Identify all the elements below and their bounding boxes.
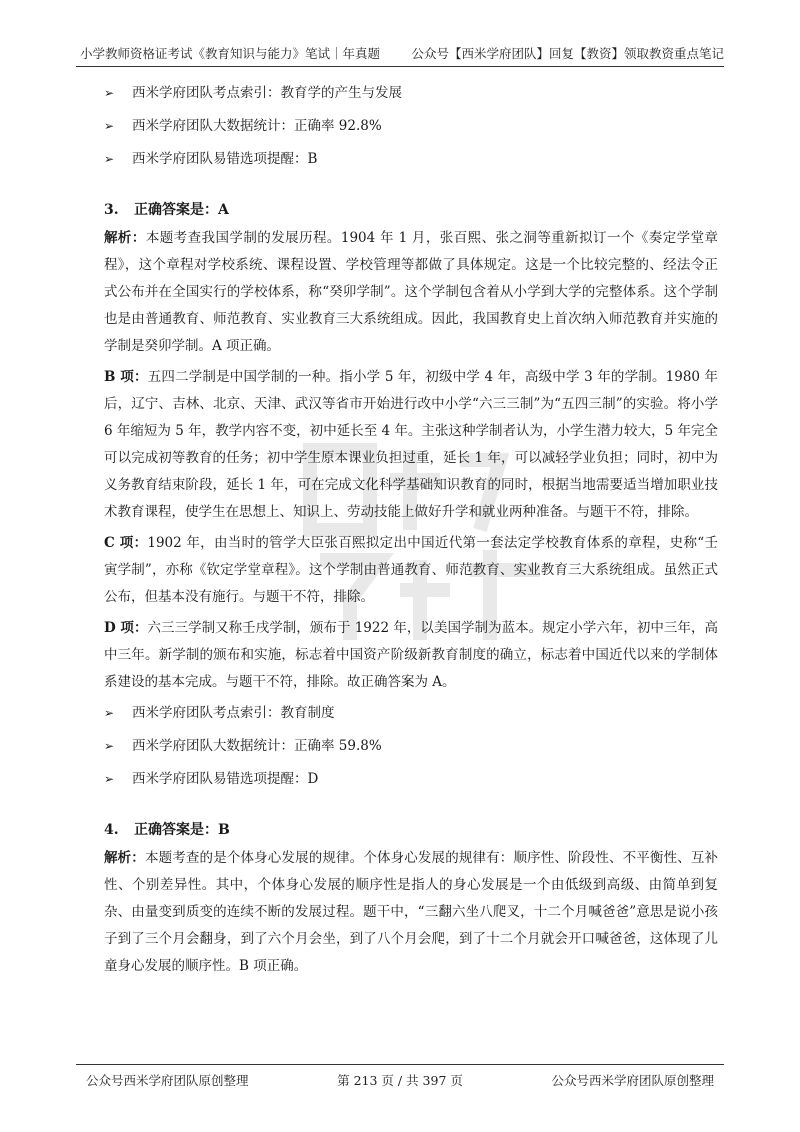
analysis-text: 本题考查的是个体身心发展的规律。个体身心发展的规律有：顺序性、阶段性、不平衡性、互补性、个别差异性。其中，个体身心发展的顺序性是指人的身心发展是一个由低级到高级、由简单到复杂、由量变到质变的连续不断的发展过程。题干中，“三翻六坐八爬叉，十二个月喊爸爸”意思是说小孩子到了三个月会翻身，到了六个月会坐，到了八个月会爬，到了十二个月就会开口喊爸爸，这体现了儿童身心发展的顺序性。B 项正确。 bbox=[104, 850, 719, 974]
page-header bbox=[76, 40, 724, 67]
analysis-text: 本题考查我国学制的发展历程。1904 年 1 月，张百熙、张之洞等重新拟订一个《奏定学堂章程》，这个章程对学校系统、课程设置、学校管理等都做了具体规定。这是一个比较完整的、经法令正式公布并在全国实行的学校体系，称“癸卯学制”。这个学制包含着从小学到大学的完整体系。这个学制也是由普通教育、师范教育、实业教育三大系统组成。因此，我国教育史上首次纳入师范教育并实施的学制是癸卯学制。A 项正确。 bbox=[104, 230, 719, 354]
question-3-title bbox=[104, 197, 718, 223]
bullet-item bbox=[104, 113, 718, 146]
page-content bbox=[104, 80, 718, 984]
question-4-title bbox=[104, 817, 718, 843]
page-number: 第 213 页 / 共 397 页 bbox=[337, 1073, 463, 1088]
bullet-text: 西米学府团队大数据统计：正确率 92.8% bbox=[132, 118, 382, 134]
analysis-label: 解析： bbox=[104, 850, 145, 866]
bullet-text: 西米学府团队考点索引：教育学的产生与发展 bbox=[132, 85, 402, 101]
option-c-paragraph bbox=[104, 530, 718, 611]
bullet-text: 西米学府团队易错选项提醒：B bbox=[132, 151, 318, 167]
option-d-text: 六三三学制又称壬戌学制，颁布于 1922 年，以美国学制为蓝本。规定小学六年，初中三年，高中三年。新学制的颁布和实施，标志着中国资产阶级新教育制度的确立，标志着中国近代以来的学制体系建设的基本完成。与题干不符，排除。故正确答案为 A。 bbox=[104, 620, 718, 690]
header-left-text: 小学教师资格证考试《教育知识与能力》笔试｜年真题 bbox=[80, 46, 381, 61]
analysis-paragraph bbox=[104, 225, 718, 360]
page-footer bbox=[76, 1064, 724, 1088]
question-number: 4. bbox=[104, 822, 119, 838]
bullet-item bbox=[104, 700, 718, 733]
answer-heading: 正确答案是：B bbox=[134, 822, 230, 838]
analysis-label: 解析： bbox=[104, 230, 146, 246]
arrow-bullet-icon: ➢ bbox=[104, 119, 115, 133]
bullet-item bbox=[104, 80, 718, 113]
answer-heading: 正确答案是：A bbox=[134, 202, 229, 218]
bullet-text: 西米学府团队易错选项提醒：D bbox=[132, 771, 319, 787]
analysis-paragraph bbox=[104, 845, 718, 980]
option-c-label: C 项： bbox=[104, 535, 148, 551]
arrow-bullet-icon: ➢ bbox=[104, 772, 115, 786]
arrow-bullet-icon: ➢ bbox=[104, 706, 115, 720]
option-b-text: 五四二学制是中国学制的一种。指小学 5 年，初级中学 4 年，高级中学 3 年的学制。1980 年后，辽宁、吉林、北京、天津、武汉等省市开始进行改中小学“六三三制”为“五四三制”的实验。将小学 6 年缩短为 5 年，教学内容不变，初中延长至 4 年。主张这种学制者认为，小学生潜力较大，5 年完全可以完成初等教育的任务；初中学生原本课业负担过重，延长 1 年，可以减轻学业负担；同时，初中为义务教育结束阶段，延长 1 年，可在完成文化科学基础知识教育的同时，根据当地需要适当增加职业技术教育课程，使学生在思想上、知识上、劳动技能上做好升学和就业两种准备。与题干不符，排除。 bbox=[104, 369, 718, 520]
footer-right-text: 公众号西米学府团队原创整理 bbox=[551, 1073, 714, 1088]
option-d-label: D 项： bbox=[104, 620, 148, 636]
option-c-text: 1902 年，由当时的管学大臣张百熙拟定出中国近代第一套法定学校教育体系的章程，史称“壬寅学制”，亦称《钦定学堂章程》。这个学制由普通教育、师范教育、实业教育三大系统组成。虽然正式公布，但基本没有施行。与题干不符，排除。 bbox=[104, 535, 718, 605]
arrow-bullet-icon: ➢ bbox=[104, 739, 115, 753]
footer-left-text: 公众号西米学府团队原创整理 bbox=[86, 1073, 249, 1088]
arrow-bullet-icon: ➢ bbox=[104, 152, 115, 166]
option-b-label: B 项： bbox=[104, 369, 148, 385]
bullet-text: 西米学府团队大数据统计：正确率 59.8% bbox=[132, 738, 382, 754]
bullet-item bbox=[104, 733, 718, 766]
option-b-paragraph bbox=[104, 364, 718, 526]
arrow-bullet-icon: ➢ bbox=[104, 86, 115, 100]
bullet-item bbox=[104, 766, 718, 799]
question-number: 3. bbox=[104, 202, 119, 218]
option-d-paragraph bbox=[104, 615, 718, 696]
bullet-item bbox=[104, 146, 718, 179]
header-right-text: 公众号【西米学府团队】回复【教资】领取教资重点笔记 bbox=[411, 46, 724, 61]
bullet-text: 西米学府团队考点索引：教育制度 bbox=[132, 705, 335, 721]
